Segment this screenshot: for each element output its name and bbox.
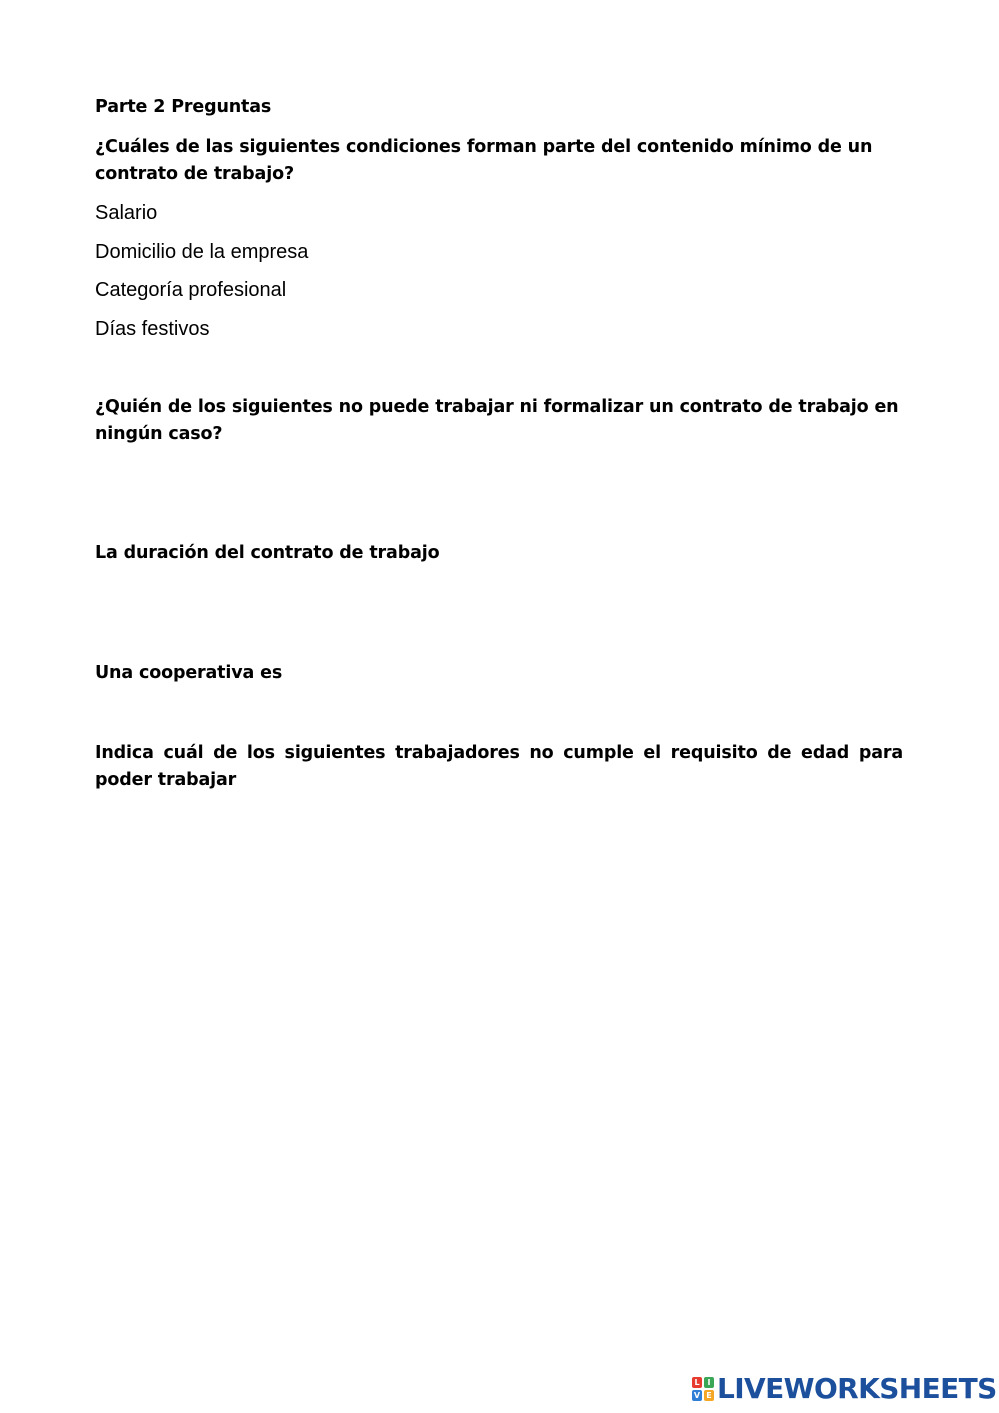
logo-mark-letter: L xyxy=(692,1377,702,1388)
logo-mark-letter: V xyxy=(693,1391,701,1400)
question-1-option-1: Salario xyxy=(95,202,158,224)
liveworksheets-logo-text: LIVEWORKSHEETS xyxy=(717,1372,997,1405)
liveworksheets-logo-icon xyxy=(692,1377,714,1401)
question-1-option-4: Días festivos xyxy=(95,318,210,340)
liveworksheets-logo xyxy=(692,1372,997,1406)
logo-mark-letter: I xyxy=(704,1377,714,1388)
question-3: La duración del contrato de trabajo xyxy=(95,543,440,563)
question-1-option-2: Domicilio de la empresa xyxy=(95,241,309,263)
question-1: ¿Cuáles de las siguientes condiciones forman parte del contenido mínimo de un contrato de trabajo? xyxy=(95,137,873,184)
section-heading: Parte 2 Preguntas xyxy=(95,97,272,117)
question-4: Una cooperativa es xyxy=(95,663,283,683)
logo-mark-letter: E xyxy=(704,1390,714,1401)
question-2: ¿Quién de los siguientes no puede trabajar ni formalizar un contrato de trabajo en ningún caso? xyxy=(95,397,899,444)
question-1-option-3: Categoría profesional xyxy=(95,279,287,301)
question-5: Indica cuál de los siguientes trabajadores no cumple el requisito de edad para poder trabajar xyxy=(95,743,903,790)
